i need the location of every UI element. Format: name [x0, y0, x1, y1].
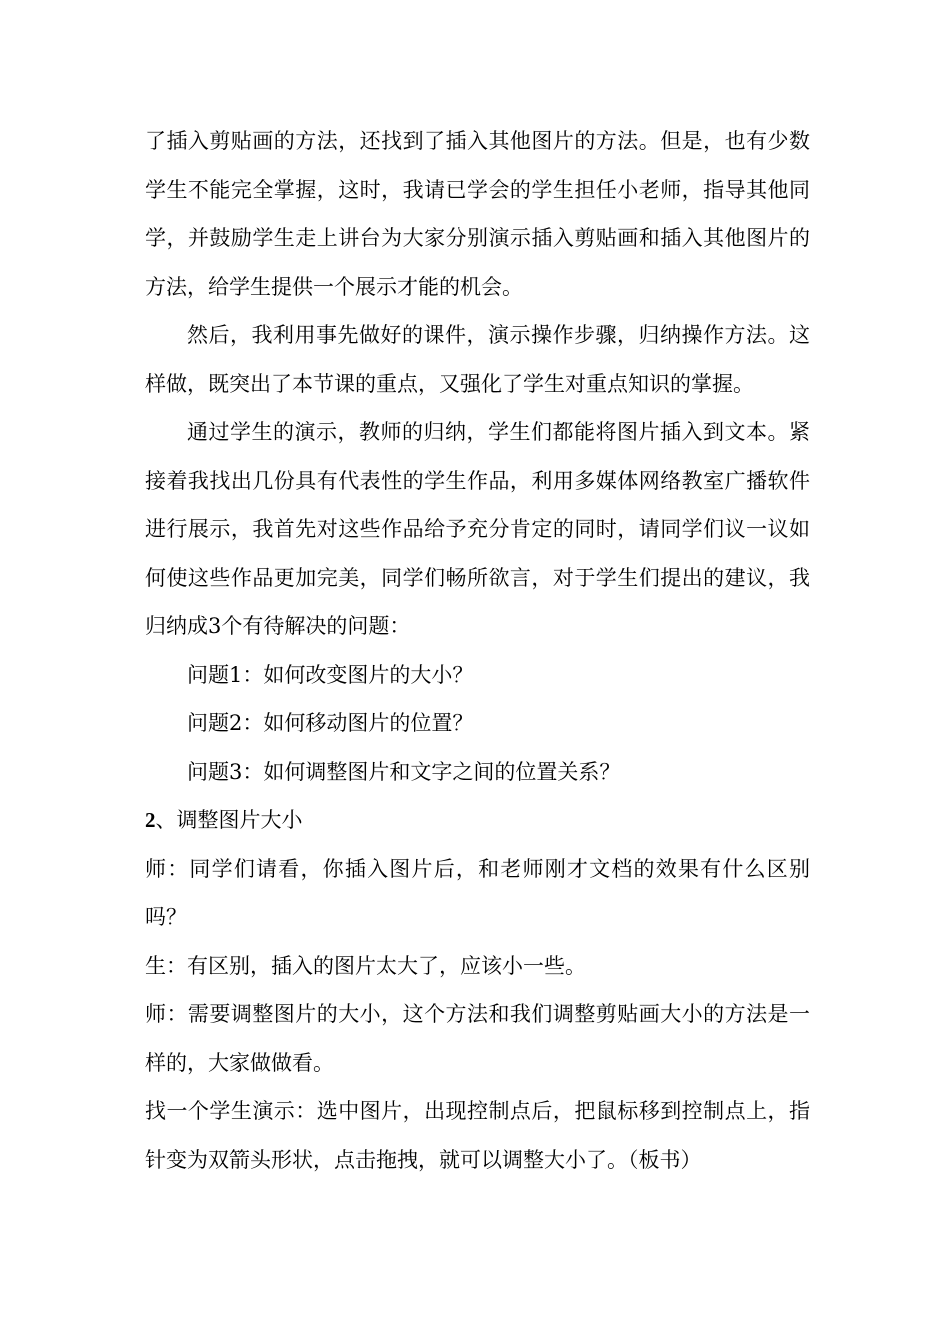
question-3: 问题3：如何调整图片和文字之间的位置关系？: [187, 759, 621, 784]
dialogue-demonstration: 找一个学生演示：选中图片，出现控制点后，把鼠标移到控制点上，指针变为双箭头形状，点击拖拽，就可以调整大小了。（板书）: [145, 1099, 810, 1172]
dialogue-student-1: 生：有区别，插入的图片太大了，应该小一些。: [145, 953, 586, 978]
document-body: [145, 117, 810, 1184]
paragraph-continuation: 了插入剪贴画的方法，还找到了插入其他图片的方法。但是，也有少数学生不能完全掌握，这时，我请已学会的学生担任小老师，指导其他同学，并鼓励学生走上讲台为大家分别演示插入剪贴画和插入其他图片的方法，给学生提供一个展示才能的机会。: [145, 129, 810, 299]
section-heading: [145, 796, 810, 845]
section-number: 2: [145, 808, 156, 832]
paragraph-student-works: 通过学生的演示，教师的归纳，学生们都能将图片插入到文本。紧接着我找出几份具有代表性的学生作品，利用多媒体网络教室广播软件进行展示，我首先对这些作品给予充分肯定的同时，请同学们议一议如何使这些作品更加完美，同学们畅所欲言，对于学生们提出的建议，我归纳成3个有待解决的问题：: [145, 420, 810, 638]
dialogue-teacher-2: 师：需要调整图片的大小，这个方法和我们调整剪贴画大小的方法是一样的，大家做做看。: [145, 1002, 810, 1075]
paragraph-courseware: 然后，我利用事先做好的课件，演示操作步骤，归纳操作方法。这样做，既突出了本节课的重点，又强化了学生对重点知识的掌握。: [145, 323, 810, 396]
dialogue-teacher-1: 师：同学们请看，你插入图片后，和老师刚才文档的效果有什么区别吗？: [145, 856, 810, 929]
question-2: 问题2：如何移动图片的位置？: [187, 711, 474, 735]
question-1: 问题1：如何改变图片的大小？: [187, 662, 474, 687]
section-title: 、调整图片大小: [155, 808, 303, 832]
